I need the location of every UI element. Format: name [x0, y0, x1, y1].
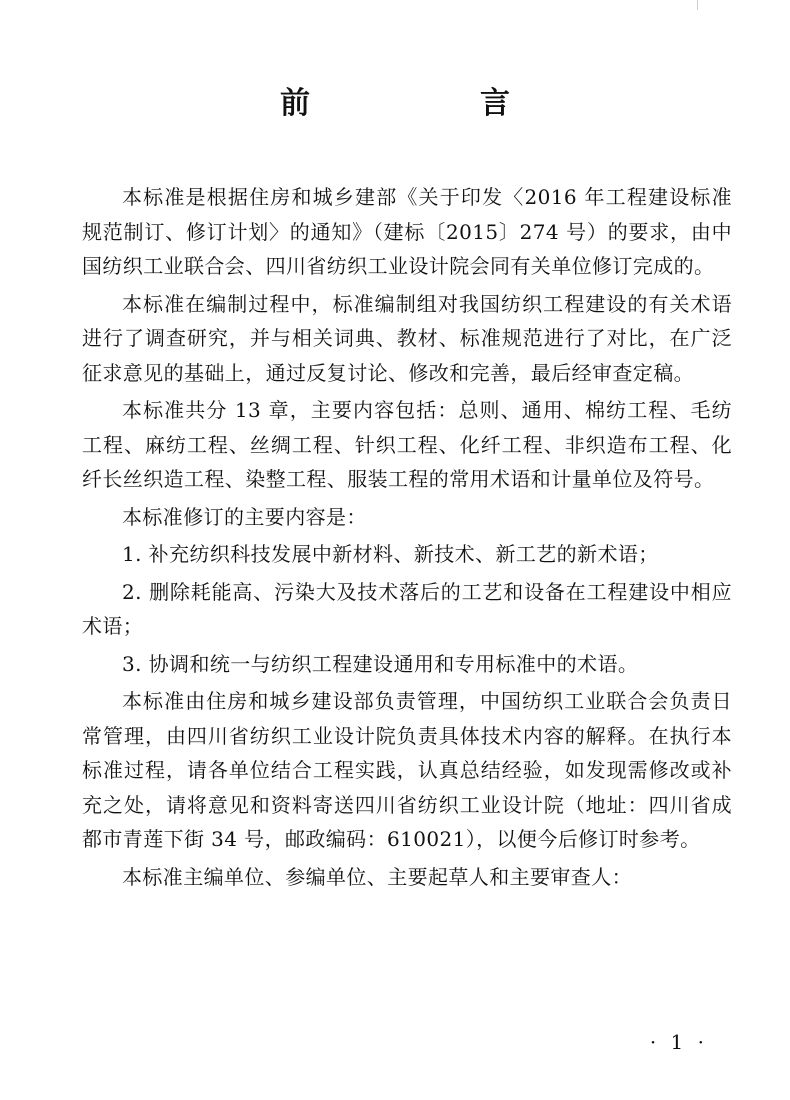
scan-mark: [697, 0, 698, 10]
paragraph-revision-intro: 本标准修订的主要内容是：: [122, 504, 367, 529]
paragraph-management: 本标准由住房和城乡建设部负责管理，中国纺织工业联合会负责日常管理，由四川省纺织工业设计院负责具体技术内容的解释。在执行本标准过程，请各单位结合工程实践，认真总结经验，如发现需修改或补充之处，请将意见和资料寄送四川省纺织工业设计院（地址：四川省成都市青莲下街 34 号，邮政编码：610021），以便今后修订时参考。: [82, 689, 732, 851]
paragraph-contributors: 本标准主编单位、参编单位、主要起草人和主要审查人：: [122, 864, 632, 889]
revision-item-3: 3. 协调和统一与纺织工程建设通用和专用标准中的术语。: [122, 651, 639, 676]
paragraph-chapters: 本标准共分 13 章，主要内容包括：总则、通用、棉纺工程、毛纺工程、麻纺工程、丝绸工程、针织工程、化纤工程、非织造布工程、化纤长丝织造工程、染整工程、服装工程的常用术语和计量单位及符号。: [82, 398, 732, 491]
page-title: 前 言: [280, 86, 580, 121]
preface-body: [82, 180, 732, 897]
paragraph-basis: 本标准是根据住房和城乡建部《关于印发〈2016 年工程建设标准规范制订、修订计划〉的通知》（建标〔2015〕274 号）的要求，由中国纺织工业联合会、四川省纺织工业设计院会同有关单位修订完成的。: [82, 185, 732, 278]
revision-item-2: 2. 删除耗能高、污染大及技术落后的工艺和设备在工程建设中相应术语；: [82, 579, 732, 638]
page-number: · 1 ·: [649, 1030, 708, 1054]
revision-item-1: 1. 补充纺织科技发展中新材料、新技术、新工艺的新术语；: [122, 542, 659, 566]
paragraph-process: 本标准在编制过程中，标准编制组对我国纺织工程建设的有关术语进行了调查研究，并与相关词典、教材、标准规范进行了对比，在广泛征求意见的基础上，通过反复讨论、修改和完善，最后经审查定稿。: [82, 291, 732, 385]
